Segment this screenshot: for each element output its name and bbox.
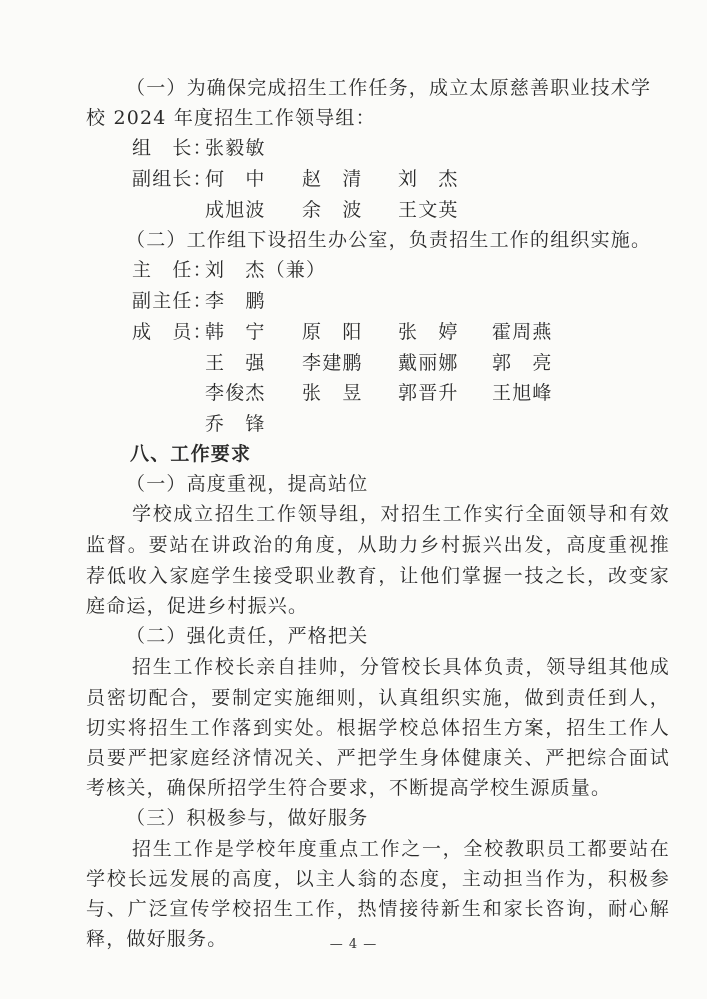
paragraph-line: 切实将招生工作落到实处。根据学校总体招生方案，招生工作人 xyxy=(86,717,670,739)
member-name: 王 强 xyxy=(205,352,266,374)
member-name: 李建鹏 xyxy=(302,352,363,374)
deputy-leader-name: 余 波 xyxy=(302,199,363,221)
paragraph-line: 与、广泛宣传学校招生工作，热情接待新生和家长咨询，耐心解 xyxy=(86,898,670,920)
paragraph-line: 荐低收入家庭学生接受职业教育，让他们掌握一技之长，改变家 xyxy=(86,565,670,587)
member-name: 戴丽娜 xyxy=(398,352,459,374)
paragraph-line: 员密切配合，要制定实施细则，认真组织实施，做到责任到人， xyxy=(86,687,670,709)
leader-name: 张毅敏 xyxy=(205,137,266,159)
paragraph-line: 考核关，确保所招学生符合要求，不断提高学校生源质量。 xyxy=(86,777,612,799)
member-name: 张 昱 xyxy=(302,382,363,404)
deputy-leader-label: 副组长： xyxy=(132,168,213,190)
member-name: 李俊杰 xyxy=(205,382,266,404)
paragraph-line: 释，做好服务。 xyxy=(86,928,228,950)
member-name: 郭晋升 xyxy=(398,382,459,404)
members-label: 成 员： xyxy=(132,321,213,343)
paragraph-line: 员要严把家庭经济情况关、严把学生身体健康关、严把综合面试 xyxy=(86,747,670,769)
director-label: 主 任： xyxy=(132,259,213,281)
section-heading: 八、工作要求 xyxy=(130,443,252,465)
member-name: 张 婷 xyxy=(398,321,459,343)
deputy-leader-name: 何 中 xyxy=(205,168,266,190)
paragraph-line: 庭命运，促进乡村振兴。 xyxy=(86,595,309,617)
paragraph-line: （一）为确保完成招生工作任务，成立太原慈善职业技术学 xyxy=(126,77,652,99)
paragraph-line: 学校成立招生工作领导组，对招生工作实行全面领导和有效 xyxy=(132,503,670,525)
subsection-heading: （三）积极参与，做好服务 xyxy=(126,807,369,829)
deputy-leader-name: 王文英 xyxy=(398,199,459,221)
paragraph-line: 学校长远发展的高度，以主人翁的态度，主动担当作为，积极参 xyxy=(86,868,670,890)
vice-director-label: 副主任： xyxy=(132,290,213,312)
deputy-leader-name: 赵 清 xyxy=(302,168,363,190)
paragraph-line: （二）工作组下设招生办公室，负责招生工作的组织实施。 xyxy=(126,229,652,251)
vice-director-name: 李 鹏 xyxy=(205,290,266,312)
member-name: 韩 宁 xyxy=(205,321,266,343)
deputy-leader-name: 成旭波 xyxy=(205,199,266,221)
member-name: 原 阳 xyxy=(302,321,363,343)
subsection-heading: （二）强化责任，严格把关 xyxy=(126,625,369,647)
paragraph-line: 招生工作校长亲自挂帅，分管校长具体负责，领导组其他成 xyxy=(132,656,670,678)
member-name: 郭 亮 xyxy=(492,352,553,374)
leader-label: 组 长： xyxy=(132,137,213,159)
paragraph-line: 招生工作是学校年度重点工作之一，全校教职员工都要站在 xyxy=(132,838,670,860)
paragraph-line: 校 2024 年度招生工作领导组： xyxy=(86,107,376,129)
deputy-leader-name: 刘 杰 xyxy=(398,168,459,190)
member-name: 王旭峰 xyxy=(492,382,553,404)
director-name: 刘 杰（兼） xyxy=(205,259,327,281)
paragraph-line: 监督。要站在讲政治的角度，从助力乡村振兴出发，高度重视推 xyxy=(86,534,670,556)
subsection-heading: （一）高度重视，提高站位 xyxy=(126,473,369,495)
member-name: 霍周燕 xyxy=(492,321,553,343)
page-number: — 4 — xyxy=(329,937,378,952)
member-name: 乔 锋 xyxy=(205,413,266,435)
